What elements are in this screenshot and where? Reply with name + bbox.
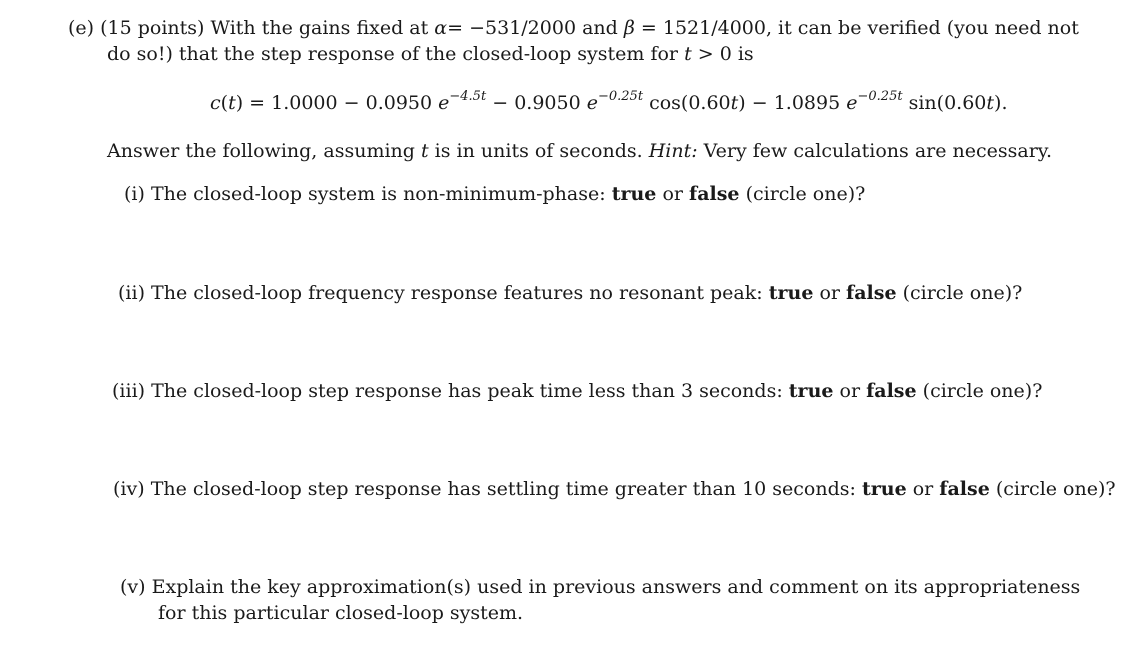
- or-word: or: [662, 183, 683, 205]
- item-label: (v): [120, 576, 146, 598]
- eq-sin-close: ).: [994, 92, 1008, 114]
- item-label: (ii): [118, 282, 145, 304]
- item-label: (i): [124, 183, 145, 205]
- part-header-line-2: [107, 41, 754, 67]
- part-header-line-1: [68, 15, 1079, 41]
- eq-open: (: [220, 92, 229, 114]
- eq-exp1: −4.5t: [449, 89, 487, 104]
- true-option[interactable]: true: [611, 183, 657, 205]
- eq-mid1: − 0.9050: [492, 92, 581, 114]
- intro-text-a: With the gains fixed at: [210, 17, 429, 39]
- item-text: The closed-loop frequency response features no resonant peak:: [151, 282, 763, 304]
- eq-lhs-close: ) = 1.0000 − 0.0950: [235, 92, 433, 114]
- alpha-symbol: α: [434, 17, 448, 39]
- question-item-v: [120, 574, 1080, 600]
- question-item-ii: [118, 280, 1022, 306]
- item-label: (iv): [113, 478, 145, 500]
- question-item-v-continued: [158, 600, 523, 626]
- item-tail: (circle one)?: [745, 183, 866, 205]
- false-option[interactable]: false: [939, 478, 990, 500]
- item-tail: (circle one)?: [902, 282, 1023, 304]
- eq-exp3: −0.25t: [857, 89, 903, 104]
- or-word: or: [839, 380, 861, 402]
- question-item-iv: [113, 476, 1116, 502]
- item-text: The closed-loop system is non-minimum-phase:: [150, 183, 606, 205]
- item-text: The closed-loop step response has settling time greater than 10 seconds:: [150, 478, 856, 500]
- part-points: (15 points): [100, 17, 205, 39]
- or-word: or: [912, 478, 934, 500]
- beta-symbol: β: [623, 17, 635, 39]
- eq-e1: e: [438, 92, 450, 114]
- or-word: or: [819, 282, 840, 304]
- question-item-iii: [112, 378, 1042, 404]
- false-option[interactable]: false: [846, 282, 897, 304]
- beta-value: = 1521/4000, it can be verified (you need not: [640, 17, 1079, 39]
- hint-label: Hint:: [648, 140, 698, 162]
- item-tail: (circle one)?: [922, 380, 1043, 402]
- eq-e3: e: [846, 92, 858, 114]
- instructions-b: is in units of seconds.: [434, 140, 643, 162]
- part-label: (e): [68, 17, 95, 39]
- item-label: (iii): [112, 380, 146, 402]
- eq-sin-t: t: [986, 92, 995, 114]
- alpha-value: = −531/2000: [447, 17, 577, 39]
- instructions-line: [107, 138, 1052, 164]
- eq-sin: sin(0.60: [908, 92, 987, 114]
- condition-t: t: [684, 43, 692, 65]
- item-tail: (circle one)?: [995, 478, 1116, 500]
- eq-e2: e: [586, 92, 598, 114]
- condition-rest: > 0 is: [697, 43, 754, 65]
- step-response-equation: [210, 90, 1007, 119]
- eq-cos: cos(0.60: [649, 92, 731, 114]
- intro-text-b: do so!) that the step response of the closed-loop system for: [107, 43, 679, 65]
- item-text: The closed-loop step response has peak time less than 3 seconds:: [151, 380, 783, 402]
- eq-cos-t: t: [730, 92, 739, 114]
- eq-t: t: [228, 92, 236, 114]
- item-text-line-1: Explain the key approximation(s) used in previous answers and comment on its appropriateness: [151, 576, 1081, 598]
- false-option[interactable]: false: [689, 183, 740, 205]
- true-option[interactable]: true: [768, 282, 814, 304]
- false-option[interactable]: false: [866, 380, 917, 402]
- instructions-t: t: [420, 140, 429, 162]
- item-text-line-2: for this particular closed-loop system.: [158, 602, 524, 624]
- hint-text: Very few calculations are necessary.: [703, 140, 1053, 162]
- true-option[interactable]: true: [861, 478, 907, 500]
- eq-exp2: −0.25t: [597, 89, 644, 104]
- and-word: and: [582, 17, 618, 39]
- true-option[interactable]: true: [788, 380, 834, 402]
- eq-cos-close: ) − 1.0895: [738, 92, 841, 114]
- instructions-a: Answer the following, assuming: [107, 140, 415, 162]
- eq-c: c: [210, 92, 221, 114]
- question-item-i: [124, 181, 865, 207]
